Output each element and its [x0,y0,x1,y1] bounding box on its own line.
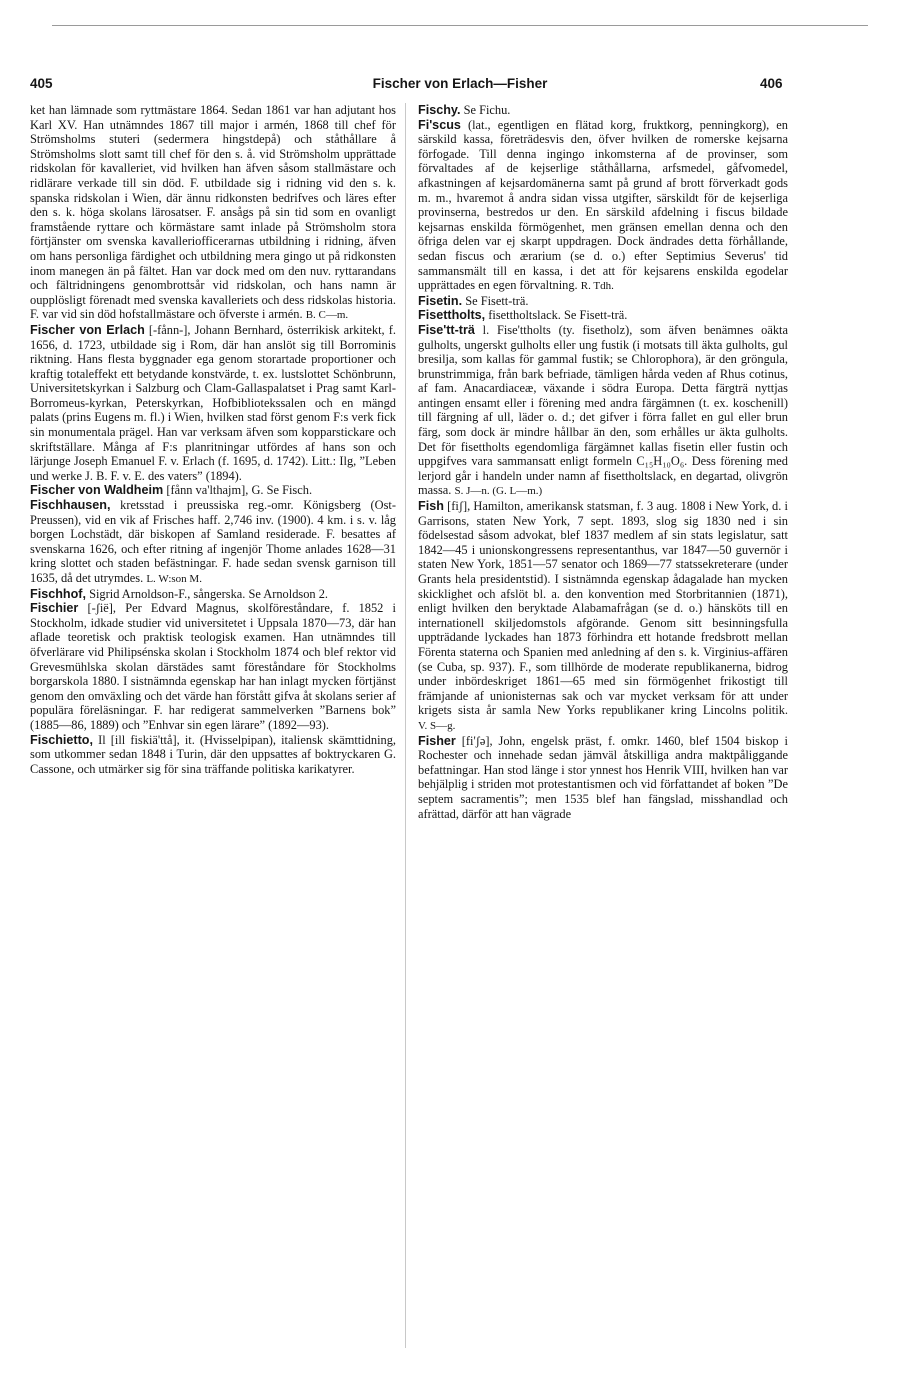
entry-text: l. Fise'ttholts (ty. fisetholz), som äfven benämnes oäkta gulholts, ungerskt gulholts eller ung fustik (i motsats till äkta gulholts, gul bresilja, som kallas för gammal fustik; se Chlorophora), är den gröngula, brunstrimmiga, från bark befriade, tämligen hårda veden af Rhus cotinus, af fam. Anacardiaceæ, växande i södra Europa. Detta färgträ nyttjas antingen ensamt eller i förening med andra färgämnen (t. ex. koschenill) till färgning af ull, läder o. d.; det gifver i förra fallet en gul eller brun färg, som dock är mindre hållbar än den, som erhålles ur äkta gulholts. Det för fisettholts egendomliga färgämnet kallas fisetin eller fustin och uppgifves vara sammansatt enligt formeln C₁₅H₁₀O₆. Dess förening med lerjord går i handeln under namn af fisettholtslack, en degartad, olivgrön massa. [418,322,788,498]
entry-headword: Fischhof, [30,586,86,601]
entry [418,294,788,309]
entry [30,601,396,732]
entry-headword: Fischer von Waldheim [30,483,164,498]
entry-text: Se Fichu. [463,103,511,117]
entry-signature: R. Tdh. [580,280,614,293]
column-divider [405,103,406,1348]
entry-headword: Fischer von Erlach [30,322,145,337]
entry-text: Il [ill fiskiä'ttå], it. (Hvisselpipan), italiensk skämttidning, som utkommer sedan 1848 i Turin, där den uppsattes af boktryckaren G. Cassone, och utmärker sig för sina träffande politiska karikatyrer. [30,732,396,776]
entry [418,308,788,323]
entry [418,118,788,294]
entry-text: [fiʃ], Hamilton, amerikansk statsman, f. 3 aug. 1808 i New York, d. i Garrisons, staten New York, 7 sept. 1893, slog sig 1830 ned i sin födelsestad såsom advokat, blef 1837 medlem af sin stats legislatur, satt 1842—45 i unionskongressens representanthus, var 1847—50 guvernör i staten New York, 1851—57 senator och 1869—77 statssekreterare (under Grants hela presidentstid). I sistnämnda egenskap ådagalade han mycken skicklighet och afslöt bl. a. den konvention med Storbritannien (1871), enligt hvilken den beryktade Alabamafrågan (se d. o.) hänsköts till en internationell skiljedomstols afgörande. Genom sitt besinningsfulla uppträdande lyckades han 1873 förhindra ett hotande fredsbrott mellan Förenta staterna och Spanien med anledning af den s. k. Virginius-affären (se Cuba, sp. 937). F., som tillhörde de moderate republikanerna, bidrog under inbördeskriget 1861—65 med sin förmögenhet frikostigt till främjande af unionisternas sak och var mycket verksam för att under krigets sista år samla New Yorks republikaner kring Lincolns politik. [418,499,788,718]
entry-signature: S. J—n. (G. L—m.) [454,485,543,498]
running-title: Fischer von Erlach—Fisher [372,76,548,91]
entry [30,103,396,323]
entry-text: [-ʃië], Per Edvard Magnus, skolföreståndare, f. 1852 i Stockholm, idkade studier vid universitetet i Uppsala 1870—73, där han aflade teoretisk och praktisk teologisk examen. Han utnämndes till öfverlärare vid Philipsénska skolan i Stockholm 1874 och blef rektor vid Grevesmühlska skolan därstädes samt föreståndare för Stockholms borgarskola 1880. I sistnämnda egenskap har han inlagt mycken förtjänst genom den omväxling och det värde han förstått gifva åt skolans serier af populära föreläsningar. F. har redigerat sammelverken ”Barnens bok” (1885—86, 1889) och ”Enhvar sin egen lärare” (1892—93). [30,601,396,732]
entry-text: fisettholtslack. Se Fisett-trä. [488,308,628,323]
entry-headword: Fischhausen, [30,498,111,513]
entry-signature: B. C—m. [305,309,349,322]
entry-text: Sigrid Arnoldson-F., sångerska. Se Arnoldson 2. [89,586,328,601]
entry-headword: Fischy. [418,103,461,117]
entry-text: Se Fisett-trä. [465,293,529,308]
entry-text: [fånn va'lthajm], G. Se Fisch. [166,483,313,498]
entry [418,734,788,822]
entry [418,323,788,499]
entry [30,498,396,587]
entry [30,483,396,498]
entry-text: (lat., egentligen en flätad korg, fruktkorg, penningkorg), en särskild kassa, företrädesvis den, öfver hvilken de romerske kejsarna förfogade. Till denna ingingo inkomsterna af de provinser, som förvaltades af de kejserlige ståthållarna, arfsmedel, gåfvomedel, afkastningen af kejsardomänerna samt på grund af brott förverkadt gods m. m., hvaremot å andra sidan vissa utgifter, särskildt för de kejserliga provinserna, bestredos ur den. En särskild afdelning i fiscus bildade kejsarnas enskilda förmögenhet, men gränsen emellan denna och den öfriga delen var ej skarpt uppdragen. Dock ändrades detta förhållande, sedan fiscus och ærarium (se d. o.) efter Septimius Severus' tid sammansmält till en kassa, i det att för kejsarens enskilda egodelar upprättades en egen förvaltning. [418,117,788,293]
entry-headword: Fisettholts, [418,308,486,323]
entry-signature: V. S—g. [418,719,456,732]
entry [30,733,396,777]
right-column [418,103,788,1363]
entry-headword: Fisetin. [418,293,463,308]
entry-headword: Fish [418,499,444,514]
entry [30,323,396,484]
entry [30,587,396,602]
entry-text: [-fånn-], Johann Bernhard, österrikisk arkitekt, f. 1656, d. 1723, utbildade sig i Rom, där han anslöt sig till Borrominis riktning. Hans flesta byggnader ega genom storartade proportioner och kraftig totaleffekt ett betydande konstvärde, t. ex. lustslottet Schönbrunn, Universitetskyrkan i Salzburg och Clam-Gallaspalatset i Prag samt Karl-Borromeus-kyrkan, Peterskyrkan, Hofbibliotekssalen och en mängd palats (prins Eugens m. fl.) i Wien, hvilken stad först genom F:s verk fick sin monumentala prägel. Han var verksam äfven som kopparstickare och skriftställare. Många af F:s planritningar utfördes af hans son och lärjunge Joseph Emanuel F. v. Erlach (f. 1695, d. 1742). Litt.: Ilg, ”Leben und werke J. B. F. v. E. des vaters” (1894). [30,322,396,483]
page-number-left: 405 [30,76,53,91]
entry [418,103,788,118]
entry-signature: L. W:son M. [146,573,202,585]
entry-text: kretsstad i preussiska reg.-omr. Königsberg (Ost-Preussen), vid en vik af Frisches haff. 2,746 inv. (1900). 4 km. i s. v. låg borgen Lochstädt, där biskopen af Samland residerade. F. besattes af svenskarna 1626, och efter ritning af ingenjör Thome anlades 1628—31 kring slottet och staden befästningar. F. hade sedan svensk garnison till 1635, då det utrymdes. [30,498,396,585]
page-number-right: 406 [760,76,783,91]
top-rule [52,25,868,26]
entry-headword: Fischier [30,601,79,616]
entry [418,499,788,734]
left-column [30,103,396,1363]
entry-text: [fi'ʃə], John, engelsk präst, f. omkr. 1460, blef 1504 biskop i Rochester och innehade sedan jämväl åtskilliga andra maktpåliggande befattningar. Han stod länge i stor ynnest hos Henrik VIII, hvilken han var behjälplig i striden mot protestantismen och vid författandet af boken ”De septem sacramentis”; men 1535 blef han fängslad, misshandlad och afrättad, därför att han vägrade [418,733,788,821]
entry-headword: Fi'scus [418,117,461,132]
entry-headword: Fischietto, [30,732,93,747]
entry-headword: Fisher [418,733,456,748]
entry-text: ket han lämnade som ryttmästare 1864. Sedan 1861 var han adjutant hos Karl XV. Han utnämndes 1867 till major i armén, 1868 till chef för Strömsholms stuteri (sedermera hingstdepå) och ståthållare å Strömsholms slott samt till chef för den s. å. vid Strömsholm upprättade ridskolan för kavalleriet, vid hvilken han äfven såsom stallmästare och ridlärare verkade till sin död. F. utbildade sig i ridning vid den s. k. spanska ridskolan i Wien, där ännu ridkonsten bedrifves och läres efter den s. k. höga skolans lärosatser. F. ansågs på sin tid som en ovanligt framstående ryttare och körmästare samt inlade på Strömsholm stora förtjänster om svenska kavalleriofficerarnas utbildning i ridning, äfven om hans personliga färdighet och utbildning mera gingo ut på ridkonsten inom manegen än på fältet. Han var dock med om den nuv. ryttarandans och fältridningens genombrottsår vid ridskolan, och hans namn är oupplösligt förenadt med svenska kavalleriets och dess ridskolas historia. F. var vid sin död hofstallmästare och öfverste i armén. [30,103,396,322]
entry-headword: Fise'tt-trä [418,322,475,337]
